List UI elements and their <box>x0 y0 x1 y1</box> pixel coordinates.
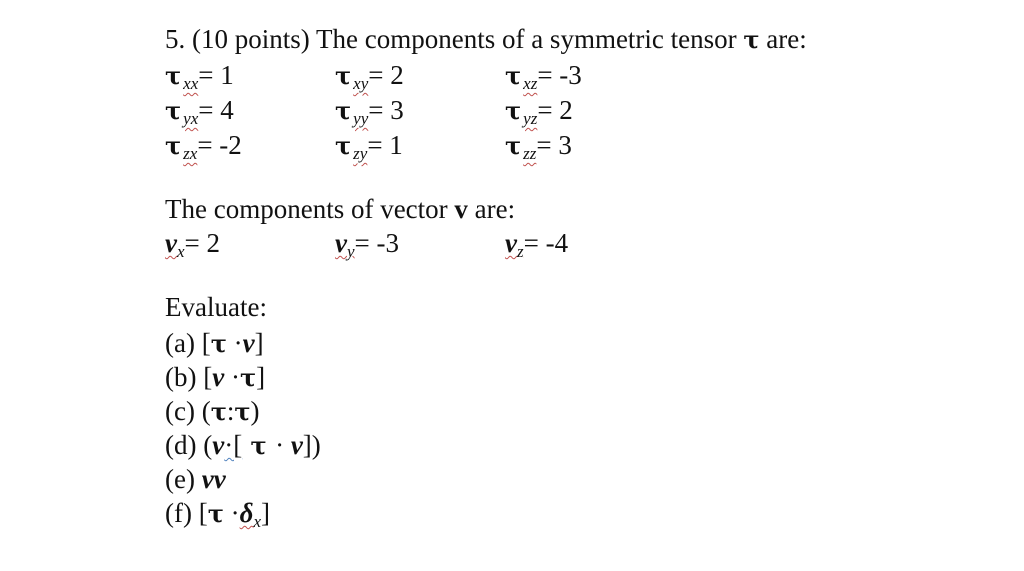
tau-symbol: τ <box>743 25 760 54</box>
vector-var: v <box>212 430 225 460</box>
tau-symbol: τ <box>210 397 227 426</box>
part-label: (c) <box>165 396 202 426</box>
bracket-close: ) <box>250 396 260 426</box>
bracket-open: [ <box>201 328 211 358</box>
dyad-vv: vv <box>201 464 226 494</box>
vector-component-y <box>335 228 399 262</box>
part-c <box>165 396 260 427</box>
part-label: (f) <box>165 498 199 528</box>
subscript: xz <box>523 74 538 93</box>
subscript: xx <box>183 74 199 93</box>
component-value: = -3 <box>537 60 582 90</box>
part-d <box>165 430 321 461</box>
subscript: yy <box>353 109 369 128</box>
problem-heading-end: are: <box>766 24 807 54</box>
operator: · <box>226 328 243 358</box>
vector-intro-end: are: <box>474 194 516 224</box>
tau-symbol: τ <box>335 61 352 90</box>
subscript: x <box>176 242 185 261</box>
vector-symbol: v <box>454 194 468 224</box>
bracket-close: ]) <box>302 430 321 460</box>
tensor-component-zy <box>335 130 403 164</box>
tensor-component-xy <box>335 60 404 94</box>
vector-intro-text: The components of vector <box>165 194 448 224</box>
component-value: = 3 <box>536 130 572 160</box>
operator: · <box>275 430 285 460</box>
tau-symbol: τ <box>165 131 182 160</box>
tensor-component-yy <box>335 95 404 129</box>
problem-heading-text: 5. (10 points) The components of a symmetric tensor <box>165 24 737 54</box>
vector-var: v <box>505 228 517 258</box>
tau-symbol: τ <box>239 363 257 392</box>
subscript: z <box>516 242 524 261</box>
tau-symbol: τ <box>335 96 352 125</box>
subscript: zx <box>183 144 198 163</box>
part-label: (e) <box>165 464 202 494</box>
bracket-open: ( <box>203 430 213 460</box>
part-label: (a) <box>165 328 202 358</box>
vector-var: v <box>212 362 225 392</box>
tau-symbol: τ <box>505 131 522 160</box>
component-value: = 2 <box>184 228 221 258</box>
component-value: = 4 <box>198 95 234 125</box>
tau-symbol: τ <box>335 131 352 160</box>
vector-var: v <box>284 430 303 460</box>
part-e <box>165 464 226 494</box>
subscript: zy <box>353 144 368 163</box>
tau-symbol: τ <box>505 96 522 125</box>
subscript: x <box>253 512 262 531</box>
tensor-component-yz <box>505 95 573 129</box>
component-value: = -3 <box>354 228 399 258</box>
vector-component-z <box>505 228 568 262</box>
tau-symbol: τ <box>234 397 251 426</box>
operator: ·[ <box>224 430 243 460</box>
tau-symbol: τ <box>165 61 182 90</box>
tensor-component-yx <box>165 95 234 129</box>
delta-symbol: δ <box>239 498 254 528</box>
vector-var: v <box>165 228 177 258</box>
component-value: = 1 <box>367 130 403 160</box>
tau-symbol: τ <box>505 61 522 90</box>
tau-symbol: τ <box>242 431 276 460</box>
tau-symbol: τ <box>165 96 182 125</box>
bracket-open: ( <box>201 396 211 426</box>
operator: : <box>226 396 235 426</box>
part-label: (d) <box>165 430 204 460</box>
part-label: (b) <box>165 362 204 392</box>
part-a <box>165 328 264 359</box>
operator: · <box>224 362 240 392</box>
bracket-open: [ <box>203 362 213 392</box>
component-value: = 3 <box>368 95 404 125</box>
subscript: zz <box>523 144 537 163</box>
vector-intro <box>165 194 515 224</box>
component-value: = 2 <box>537 95 573 125</box>
bracket-close: ] <box>261 498 271 528</box>
tensor-component-zz <box>505 130 572 164</box>
tau-symbol: τ <box>210 329 227 358</box>
tau-symbol: τ <box>207 499 224 528</box>
tensor-component-xx <box>165 60 234 94</box>
vector-var: v <box>335 228 347 258</box>
operator: · <box>223 498 240 528</box>
subscript: y <box>346 242 355 261</box>
bracket-close: ] <box>254 328 264 358</box>
vector-component-x <box>165 228 220 262</box>
bracket-open: [ <box>198 498 208 528</box>
evaluate-label: Evaluate: <box>165 292 267 322</box>
component-value: = -2 <box>197 130 242 160</box>
component-value: = 1 <box>198 60 234 90</box>
part-b <box>165 362 265 393</box>
subscript: yz <box>523 109 538 128</box>
part-f <box>165 498 270 532</box>
vector-var: v <box>242 328 255 358</box>
tensor-component-xz <box>505 60 582 94</box>
component-value: = 2 <box>368 60 404 90</box>
subscript: xy <box>353 74 369 93</box>
problem-heading <box>165 24 807 55</box>
bracket-close: ] <box>256 362 266 392</box>
component-value: = -4 <box>523 228 569 258</box>
subscript: yx <box>183 109 199 128</box>
tensor-component-zx <box>165 130 242 164</box>
